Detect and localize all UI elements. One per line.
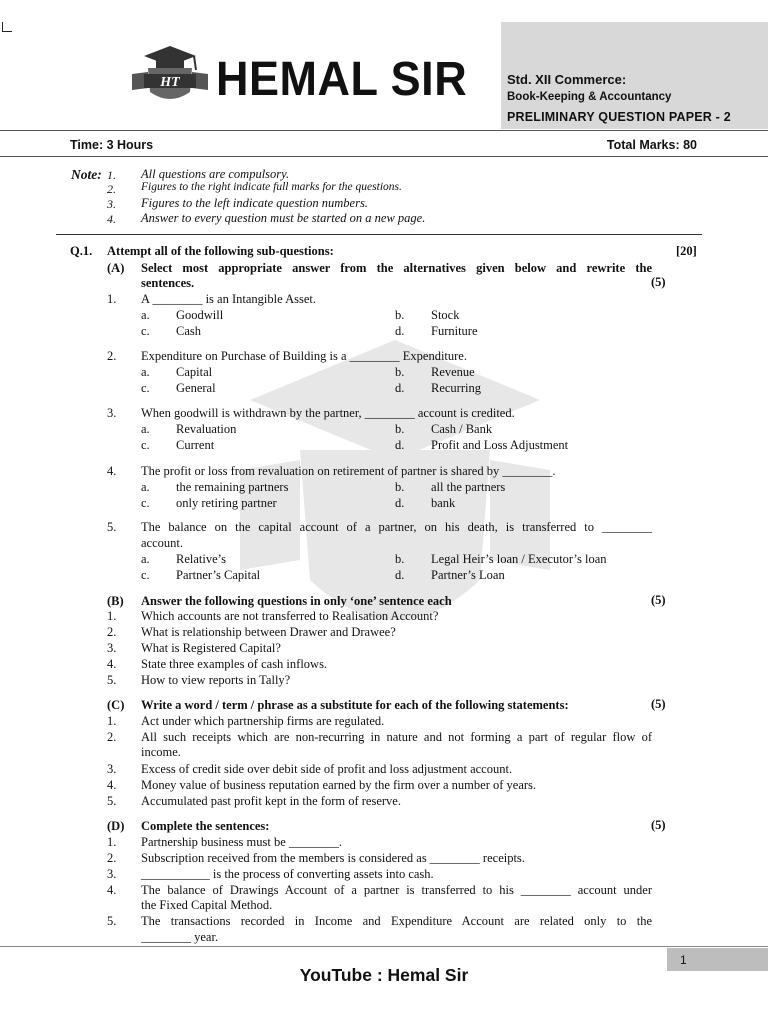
statement-text: Accumulated past profit kept in the form of reserve.: [141, 794, 401, 808]
logo-text: HT: [160, 75, 180, 90]
option-letter: b.: [395, 308, 405, 322]
option-text: Relative’s: [176, 552, 226, 566]
option-letter: a.: [141, 480, 150, 494]
note-item: Figures to the right indicate full marks for the questions.: [141, 181, 402, 193]
question-title: Attempt all of the following sub-questions:: [107, 244, 334, 258]
statement-text: Excess of credit side over debit side of profit and loss adjustment account.: [141, 762, 513, 776]
mcq-question: Expenditure on Purchase of Building is a ________ Expenditure.: [141, 349, 467, 363]
option-text: Cash: [176, 324, 201, 338]
section-label: (C): [107, 698, 125, 712]
option-letter: a.: [141, 422, 150, 436]
option-letter: c.: [141, 438, 150, 452]
item-number: 1.: [107, 292, 117, 306]
info-divider: [0, 156, 768, 157]
option-text: Recurring: [431, 381, 481, 395]
statement-text: Act under which partnership firms are regulated.: [141, 714, 385, 728]
item-number: 1.: [107, 835, 117, 849]
section-title: sentences.: [141, 276, 195, 290]
option-text: Cash / Bank: [431, 422, 493, 436]
item-number: 4.: [107, 464, 117, 478]
option-text: Stock: [431, 308, 460, 322]
option-letter: c.: [141, 568, 150, 582]
sentence-text: ________ year.: [141, 930, 219, 944]
section-marks: (5): [651, 697, 666, 711]
sentence-text: ___________ is the process of converting assets into cash.: [141, 867, 434, 881]
note-divider: [56, 234, 702, 235]
item-number: 4.: [107, 883, 117, 897]
option-letter: b.: [395, 480, 405, 494]
option-text: Furniture: [431, 324, 478, 338]
item-number: 3.: [107, 406, 117, 420]
section-title: Select most appropriate answer from the alternatives given below and rewrite the: [141, 261, 652, 275]
question-text: How to view reports in Tally?: [141, 673, 291, 687]
item-number: 3.: [107, 641, 117, 655]
option-letter: d.: [395, 438, 405, 452]
option-text: Current: [176, 438, 215, 452]
option-letter: d.: [395, 381, 405, 395]
mcq-question: account.: [141, 536, 183, 550]
option-text: the remaining partners: [176, 480, 289, 494]
section-label: (B): [107, 594, 124, 608]
option-text: General: [176, 381, 216, 395]
paper-title: PRELIMINARY QUESTION PAPER - 2: [507, 110, 731, 124]
option-letter: a.: [141, 308, 150, 322]
note-item: Figures to the left indicate question numbers.: [141, 196, 368, 210]
brand-title: HEMAL SIR: [216, 50, 468, 106]
sentence-text: the Fixed Capital Method.: [141, 898, 273, 912]
option-text: Partner’s Loan: [431, 568, 505, 582]
item-number: 2.: [107, 349, 117, 363]
item-number: 5.: [107, 914, 117, 928]
subject-label: Book-Keeping & Accountancy: [507, 91, 672, 103]
option-letter: d.: [395, 496, 405, 510]
sentence-text: Partnership business must be ________.: [141, 835, 343, 849]
sentence-text: The balance of Drawings Account of a partner is transferred to his ________ account under: [141, 883, 652, 897]
option-letter: b.: [395, 422, 405, 436]
option-text: all the partners: [431, 480, 506, 494]
question-text: What is Registered Capital?: [141, 641, 281, 655]
option-letter: c.: [141, 496, 150, 510]
youtube-credit: YouTube : Hemal Sir: [299, 965, 469, 985]
sentence-text: The transactions recorded in Income and Expenditure Account are related only to the: [141, 914, 652, 928]
note-item: All questions are compulsory.: [141, 167, 290, 181]
item-number: 3.: [107, 762, 117, 776]
graduation-cap-logo-icon: [130, 44, 210, 106]
item-number: 5.: [107, 794, 117, 808]
section-label: (D): [107, 819, 125, 833]
item-number: 4.: [107, 778, 117, 792]
section-title: Answer the following questions in only ‘one’ sentence each: [141, 594, 452, 608]
header-divider: [0, 130, 768, 131]
option-letter: b.: [395, 552, 405, 566]
section-marks: (5): [651, 818, 666, 832]
statement-text: income.: [141, 745, 181, 759]
section-title: Write a word / term / phrase as a substitute for each of the following statements:: [141, 698, 569, 712]
option-text: Capital: [176, 365, 213, 379]
item-number: 2.: [107, 851, 117, 865]
item-number: 3.: [107, 867, 117, 881]
option-text: Partner’s Capital: [176, 568, 261, 582]
standard-label: Std. XII Commerce:: [507, 72, 627, 87]
question-marks: [20]: [676, 244, 697, 258]
note-number: 1.: [107, 168, 116, 182]
note-number: 3.: [107, 197, 116, 211]
note-label: Note:: [71, 167, 102, 182]
option-letter: a.: [141, 365, 150, 379]
item-number: 5.: [107, 520, 117, 534]
section-marks: (5): [651, 275, 666, 289]
option-letter: c.: [141, 381, 150, 395]
question-text: State three examples of cash inflows.: [141, 657, 328, 671]
mcq-question: The profit or loss from revaluation on retirement of partner is shared by ________.: [141, 464, 556, 478]
option-text: Legal Heir’s loan / Executor’s loan: [431, 552, 607, 566]
note-item: Answer to every question must be started on a new page.: [141, 211, 426, 225]
section-label: (A): [107, 261, 125, 275]
mcq-question: The balance on the capital account of a partner, on his death, is transferred to ________: [141, 520, 652, 534]
note-number: 2.: [107, 182, 116, 196]
section-title: Complete the sentences:: [141, 819, 270, 833]
sentence-text: Subscription received from the members is considered as ________ receipts.: [141, 851, 525, 865]
mcq-question: A ________ is an Intangible Asset.: [141, 292, 316, 306]
statement-text: Money value of business reputation earned by the firm over a number of years.: [141, 778, 537, 792]
option-letter: c.: [141, 324, 150, 338]
option-letter: d.: [395, 324, 405, 338]
option-text: bank: [431, 496, 456, 510]
option-text: only retiring partner: [176, 496, 277, 510]
mcq-question: When goodwill is withdrawn by the partner, ________ account is credited.: [141, 406, 515, 420]
question-number: Q.1.: [70, 244, 93, 258]
item-number: 5.: [107, 673, 117, 687]
item-number: 4.: [107, 657, 117, 671]
statement-text: All such receipts which are non-recurring in nature and not forming a part of regular flow of: [141, 730, 652, 744]
note-number: 4.: [107, 212, 116, 226]
question-text: Which accounts are not transferred to Realisation Account?: [141, 609, 439, 623]
option-text: Profit and Loss Adjustment: [431, 438, 569, 452]
option-letter: d.: [395, 568, 405, 582]
question-text: What is relationship between Drawer and Drawee?: [141, 625, 396, 639]
section-marks: (5): [651, 593, 666, 607]
option-text: Goodwill: [176, 308, 224, 322]
option-text: Revenue: [431, 365, 475, 379]
option-letter: b.: [395, 365, 405, 379]
footer-divider: [0, 946, 768, 947]
total-marks-label: Total Marks: 80: [606, 138, 697, 152]
option-letter: a.: [141, 552, 150, 566]
item-number: 1.: [107, 609, 117, 623]
option-text: Revaluation: [176, 422, 237, 436]
item-number: 2.: [107, 730, 117, 744]
item-number: 1.: [107, 714, 117, 728]
item-number: 2.: [107, 625, 117, 639]
page-number: 1: [680, 953, 687, 967]
crop-mark: [2, 22, 12, 32]
time-label: Time: 3 Hours: [70, 138, 154, 152]
